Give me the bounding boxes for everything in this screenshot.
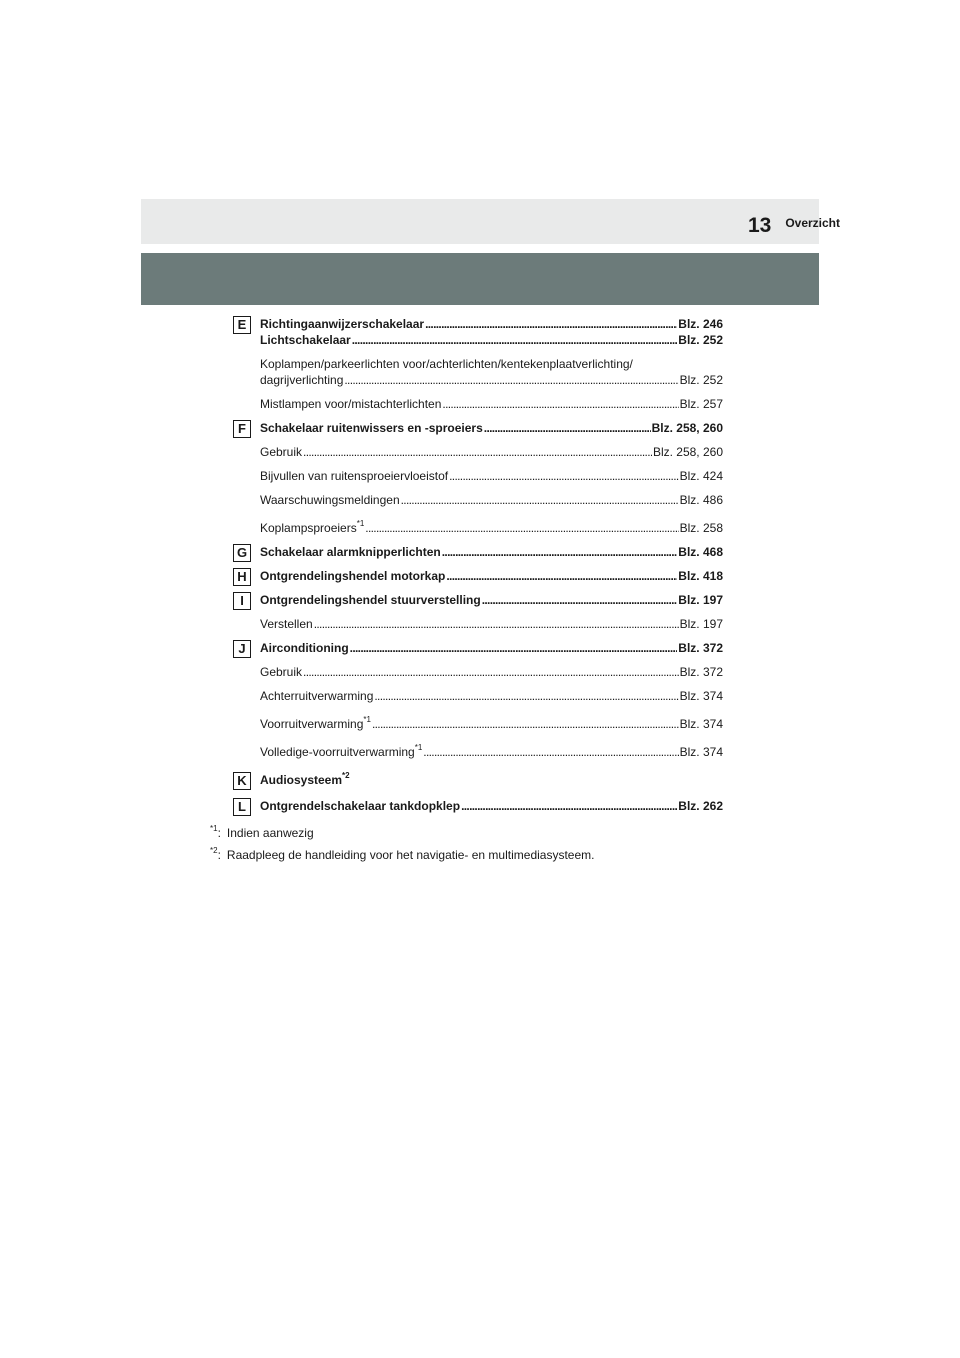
page-ref: Blz. 258: [679, 521, 723, 535]
index-line[interactable]: Koplampen/parkeerlichten voor/achterlichten/kentekenplaatverlichting/ dagrijverlichting . . . Blz. 252: [260, 356, 723, 388]
header-band: [141, 199, 819, 244]
page-ref: Blz. 197: [679, 617, 723, 631]
index-line[interactable]: Schakelaar alarmknipperlichten . . . Blz. 468: [260, 544, 723, 560]
index-line[interactable]: Audiosysteem$^{*2}$: [260, 771, 350, 787]
index-entry-k: [229, 772, 723, 788]
letter-badge: I: [233, 592, 251, 610]
page-ref: Blz. 468: [678, 545, 723, 559]
index-line[interactable]: Volledige-voorruitverwarming$^{*1}$ . . . Blz. 374: [260, 744, 723, 760]
page-ref: Blz. 252: [678, 333, 723, 347]
page-ref: Blz. 252: [679, 373, 723, 387]
index-line[interactable]: Ontgrendelingshendel stuurverstelling . . . Blz. 197: [260, 592, 723, 608]
letter-badge: E: [233, 316, 251, 334]
index-entry-j: [229, 640, 723, 760]
index-line[interactable]: Verstellen . . . Blz. 197: [260, 616, 723, 632]
page-ref: Blz. 262: [678, 799, 723, 813]
footnote-text: Raadpleeg de handleiding voor het navigatie- en multimediasysteem.: [226, 848, 595, 862]
footnote-text: Indien aanwezig: [226, 826, 314, 840]
page-ref: Blz. 257: [679, 397, 723, 411]
letter-badge: K: [233, 772, 251, 790]
page-ref: Blz. 418: [678, 569, 723, 583]
footnote: $^{*2}$: Raadpleeg de handleiding voor het navigatie- en multimediasysteem.: [210, 846, 595, 862]
page-ref: Blz. 246: [678, 317, 723, 331]
index-line[interactable]: Ontgrendelingshendel motorkap . . . Blz. 418: [260, 568, 723, 584]
index-entry-g: [229, 544, 723, 560]
index-entry-i: [229, 592, 723, 632]
section-title: Overzicht: [785, 216, 840, 230]
index-line[interactable]: Mistlampen voor/mistachterlichten . . . Blz. 257: [260, 396, 723, 412]
letter-badge: F: [233, 420, 251, 438]
page-number: 13: [748, 214, 772, 237]
page-ref: Blz. 486: [679, 493, 723, 507]
footnotes: [210, 826, 770, 870]
page-ref: Blz. 374: [679, 745, 723, 759]
index-line[interactable]: Airconditioning . . . Blz. 372: [260, 640, 723, 656]
page-ref: Blz. 372: [679, 665, 723, 679]
index-line[interactable]: Richtingaanwijzerschakelaar . . . Blz. 246: [260, 316, 723, 332]
page-ref: Blz. 258, 260: [652, 445, 723, 459]
page-ref: Blz. 258, 260: [651, 421, 723, 435]
index-entry-h: [229, 568, 723, 584]
index-line[interactable]: Gebruik . . . Blz. 372: [260, 664, 723, 680]
letter-badge: J: [233, 640, 251, 658]
index-line[interactable]: Koplampsproeiers$^{*1}$ . . . Blz. 258: [260, 520, 723, 536]
footnote-ref: *2: [342, 771, 350, 780]
footnote-ref: *1: [363, 715, 371, 724]
page-ref: Blz. 197: [678, 593, 723, 607]
index-entry-f: [229, 420, 723, 536]
footnote-mark: *1: [210, 824, 218, 833]
index-entry-e: [229, 316, 723, 412]
footnote-mark: *2: [210, 846, 218, 855]
letter-badge: G: [233, 544, 251, 562]
page-ref: Blz. 374: [679, 717, 723, 731]
page-ref: Blz. 374: [679, 689, 723, 703]
letter-badge: L: [233, 798, 251, 816]
index-line[interactable]: Voorruitverwarming$^{*1}$ . . . Blz. 374: [260, 716, 723, 732]
index-line[interactable]: Achterruitverwarming . . . Blz. 374: [260, 688, 723, 704]
index-line[interactable]: Schakelaar ruitenwissers en -sproeiers . . . Blz. 258, 260: [260, 420, 723, 436]
index-line[interactable]: Ontgrendelschakelaar tankdopklep . . . Blz. 262: [260, 798, 723, 814]
footnote-ref: *1: [356, 519, 365, 528]
page-ref: Blz. 372: [678, 641, 723, 655]
letter-badge: H: [233, 568, 251, 586]
index-entry-l: [229, 798, 723, 814]
page-ref: Blz. 424: [679, 469, 723, 483]
index-line[interactable]: Gebruik . . . Blz. 258, 260: [260, 444, 723, 460]
index-line[interactable]: Lichtschakelaar . . . Blz. 252: [260, 332, 723, 348]
footnote-ref: *1: [414, 743, 423, 752]
index-list: [229, 316, 723, 814]
illustration-band: [141, 253, 819, 305]
index-line[interactable]: Bijvullen van ruitensproeiervloeistof . . . Blz. 424: [260, 468, 723, 484]
footnote: $^{*1}$: Indien aanwezig: [210, 824, 314, 840]
index-line[interactable]: Waarschuwingsmeldingen . . . Blz. 486: [260, 492, 723, 508]
